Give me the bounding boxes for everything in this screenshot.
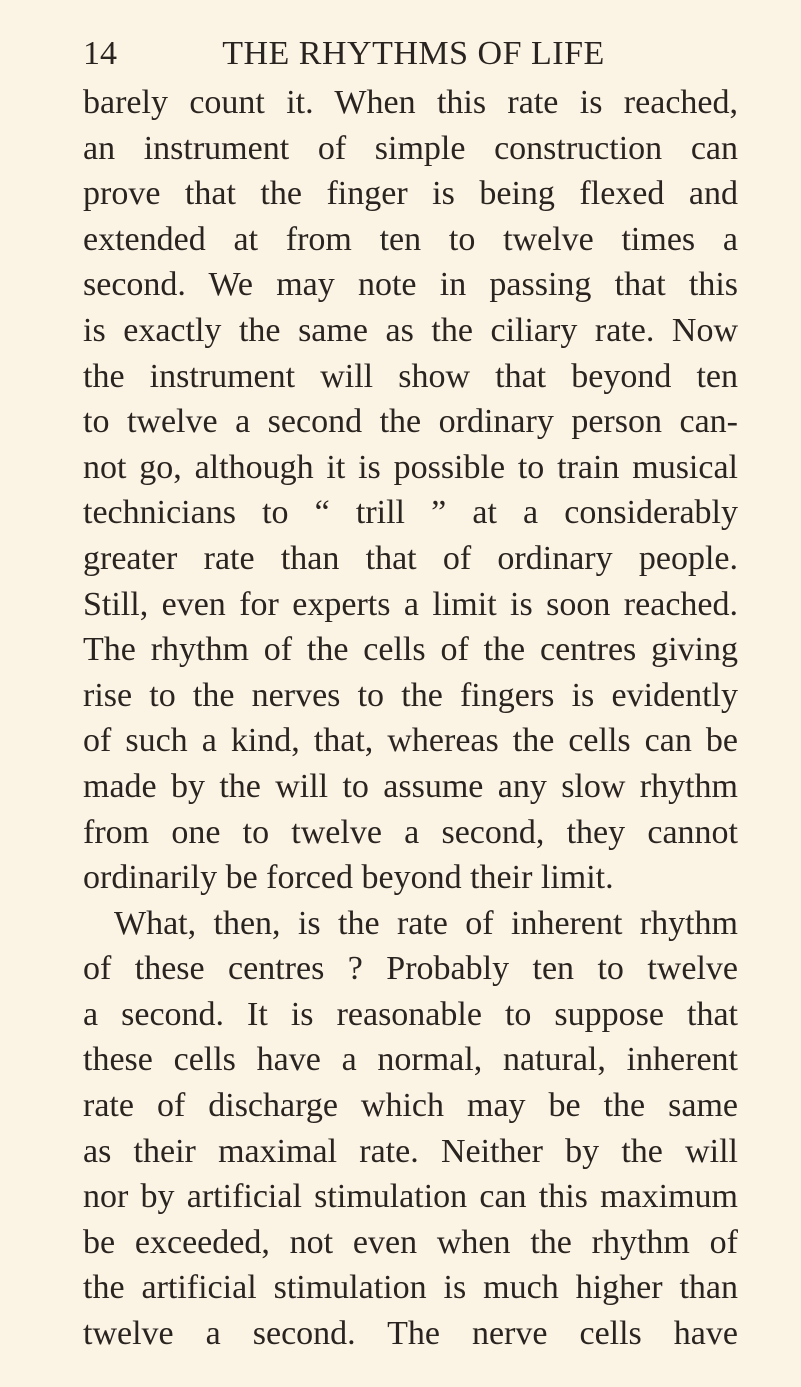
text-line: from one to twelve a second, they cannot (83, 813, 738, 851)
text-line: of such a kind, that, whereas the cells can be (83, 722, 738, 760)
text-line: The rhythm of the cells of the centres giving (83, 631, 738, 669)
text-line: not go, although it is possible to train musical (83, 448, 738, 486)
text-line: second. We may note in passing that this (83, 266, 738, 304)
text-line: rate of discharge which may be the same (83, 1087, 738, 1125)
text-line: be exceeded, not even when the rhythm of (83, 1223, 738, 1261)
text-line: Still, even for experts a limit is soon reached. (83, 585, 738, 623)
text-line: technicians to “ trill ” at a considerably (83, 494, 738, 532)
text-line: prove that the finger is being flexed and (83, 175, 738, 213)
page-number: 14 (83, 35, 117, 72)
text-line: these cells have a normal, natural, inherent (83, 1041, 738, 1079)
text-line: greater rate than that of ordinary people. (83, 539, 738, 577)
text-line: extended at from ten to twelve times a (83, 220, 738, 258)
text-line: twelve a second. The nerve cells have (83, 1315, 738, 1353)
text-line: made by the will to assume any slow rhythm (83, 767, 738, 805)
text-line: rise to the nerves to the fingers is evidently (83, 676, 738, 714)
text-line: as their maximal rate. Neither by the will (83, 1132, 738, 1170)
body-text (83, 80, 738, 1357)
text-line: a second. It is reasonable to suppose that (83, 995, 738, 1033)
text-line: the instrument will show that beyond ten (83, 357, 738, 395)
text-line: is exactly the same as the ciliary rate. Now (83, 311, 738, 349)
text-line: of these centres ? Probably ten to twelve (83, 950, 738, 988)
running-title: THE RHYTHMS OF LIFE (222, 35, 605, 72)
text-line: to twelve a second the ordinary person can- (83, 403, 738, 441)
text-line: barely count it. When this rate is reached, (83, 84, 738, 121)
text-line: nor by artificial stimulation can this maximum (83, 1178, 738, 1216)
text-line: the artificial stimulation is much higher than (83, 1269, 738, 1307)
text-line: ordinarily be forced beyond their limit. (83, 859, 614, 897)
text-line: an instrument of simple construction can (83, 129, 738, 167)
text-line: What, then, is the rate of inherent rhythm (114, 904, 738, 942)
